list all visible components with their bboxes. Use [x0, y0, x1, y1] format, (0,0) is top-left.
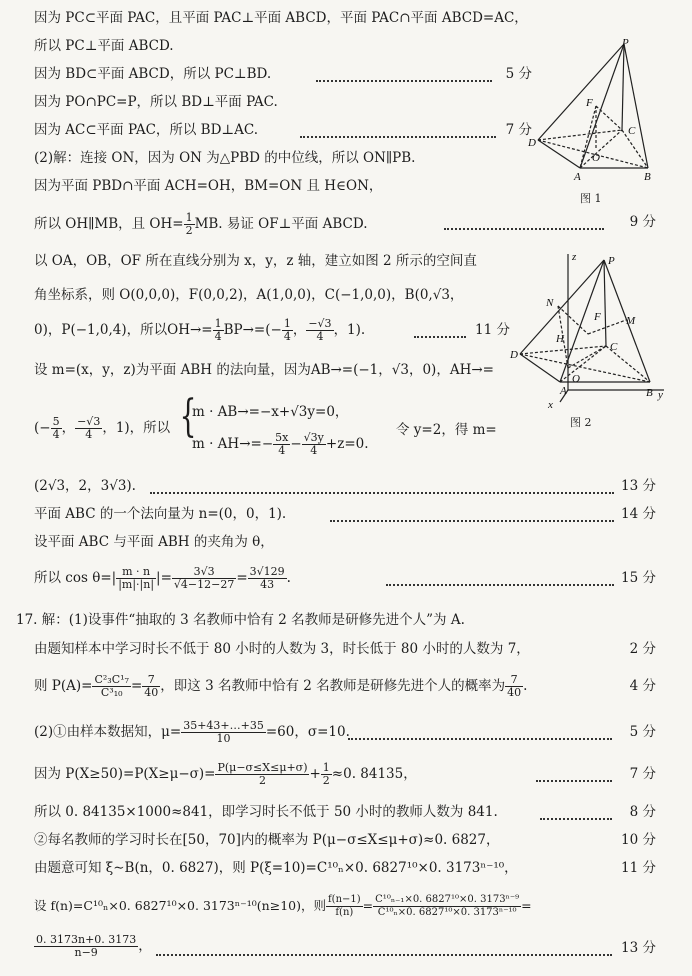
- text-line: 所以 cos θ=| $\frac{m \cdot n}{|m|\cdot|n|}$ |= $\frac{3√3}{√4-12-27}$ = $\frac{3√129}{43}$ .: [34, 565, 291, 591]
- score-label: 7 分: [629, 766, 656, 782]
- score-label: 13 分: [621, 940, 656, 956]
- text-line: 17. 解：(1)设事件“抽取的 3 名教师中恰有 2 名教师是研修先进个人”为 A.: [16, 612, 465, 628]
- text-line: 由题意可知 ξ∼B(n，0. 6827)，则 P(ξ=10)=C¹⁰ₙ×0. 6827¹⁰×0. 3173ⁿ⁻¹⁰，: [34, 860, 518, 876]
- leader-dots: [150, 492, 614, 494]
- text-line: 因为 BD⊂平面 ABCD，所以 PC⊥BD.: [34, 66, 272, 82]
- label-O: O: [572, 373, 580, 385]
- equation-row: m · AB→=−x+√3y=0，: [192, 404, 349, 420]
- text-line: 平面 ABC 的一个法向量为 n=(0，0，1).: [34, 506, 287, 522]
- text-line: 所以 PC⊥平面 ABCD.: [34, 38, 174, 54]
- text-line: 因为 PO∩PC=P，所以 BD⊥平面 PAC.: [34, 94, 278, 110]
- text-line: 设 f(n)=C¹⁰ₙ×0. 6827¹⁰×0. 3173ⁿ⁻¹⁰(n≥10)，则 $\frac{f(n-1)}{f(n)}$ = $\frac{\text{C¹⁰ₙ₋₁×0. 6827¹⁰×0. 3173ⁿ⁻⁹}}{\text{C¹⁰ₙ×0. 6827¹⁰×0. 3173ⁿ⁻¹⁰}}$ =: [34, 894, 532, 918]
- text-line: 以 OA，OB，OF 所在直线分别为 x，y，z 轴，建立如图 2 所示的空间直: [34, 253, 477, 269]
- text-line: (2)①由样本数据知，μ= $\frac{35+43+\dots+35}{10}$ =60，σ=10.: [34, 719, 350, 745]
- text-line: 所以 0. 84135×1000≈841，即学习时长不低于 50 小时的教师人数为 841.: [34, 804, 498, 820]
- label-y: y: [658, 389, 663, 401]
- text-line: 因为 PC⊂平面 PAC，且平面 PAC⊥平面 ABCD，平面 PAC∩平面 ABCD=AC，: [34, 10, 528, 26]
- text-line: 则 P(A)= $\frac{\text{C²₃C¹₇}}{\text{C³₁₀}}$ = $\frac{7}{40}$ ，即这 3 名教师中恰有 2 名教师是研修先进个人的概率为 $\frac{7}{40}$ .: [34, 673, 528, 699]
- score-label: 5 分: [629, 724, 656, 740]
- text-line: 因为 AC⊂平面 PAC，所以 BD⊥AC.: [34, 122, 259, 138]
- text-line: 角坐标系，则 O(0,0,0)，F(0,0,2)，A(1,0,0)，C(−1,0,0)，B(0,√3，: [34, 287, 464, 303]
- text-line: (2)解：连接 ON，因为 ON 为△PBD 的中位线，所以 ON∥PB.: [34, 150, 416, 166]
- leader-dots: [444, 228, 604, 230]
- label-C: C: [610, 341, 618, 353]
- figure-1-caption: 图 1: [580, 192, 602, 205]
- label-x: x: [548, 399, 553, 410]
- leader-dots: [414, 336, 466, 338]
- text-line: 0)，P(−1,0,4)，所以OH→= $\frac{1}{4}$ BP→=(− $\frac{1}{4}$ ， $\frac{-√3}{4}$ ，1).: [34, 317, 366, 343]
- label-F: F: [586, 97, 593, 109]
- label-M: M: [626, 315, 636, 327]
- label-P: P: [622, 37, 629, 49]
- text-line: 所以 OH∥MB，且 OH= $\frac{1}{2}$ MB. 易证 OF⊥平面 ABCD.: [34, 211, 368, 237]
- text-line: $\frac{0. 3173n+0. 3173}{n-9}$ ，: [36, 933, 152, 959]
- text-line: 因为平面 PBD∩平面 ACH=OH，BM=ON 且 H∈ON，: [34, 178, 383, 194]
- score-label: 15 分: [621, 570, 656, 586]
- score-label: 2 分: [629, 641, 656, 657]
- figure-2-coordinate-pyramid: [508, 250, 668, 410]
- label-D: D: [528, 137, 536, 149]
- label-P: P: [608, 255, 615, 267]
- score-label: 7 分: [505, 122, 532, 138]
- leader-dots: [156, 954, 612, 956]
- score-label: 8 分: [629, 804, 656, 820]
- label-A: A: [574, 171, 581, 183]
- leader-dots: [348, 738, 612, 740]
- label-D: D: [510, 349, 518, 361]
- text-line: (2√3，2，3√3).: [34, 478, 136, 494]
- figure-1-pyramid: [524, 36, 664, 206]
- leader-dots: [316, 80, 492, 82]
- label-O: O: [592, 152, 600, 164]
- leader-dots: [386, 584, 614, 586]
- leader-dots: [330, 520, 614, 522]
- label-B: B: [644, 171, 651, 183]
- label-F: F: [594, 311, 601, 323]
- leader-dots: [536, 780, 612, 782]
- label-N: N: [546, 297, 554, 309]
- label-A: A: [560, 385, 567, 397]
- label-C: C: [628, 125, 636, 137]
- score-label: 14 分: [621, 506, 656, 522]
- score-label: 9 分: [629, 214, 656, 230]
- leader-dots: [540, 818, 612, 820]
- figure-2-caption: 图 2: [570, 416, 592, 429]
- score-label: 11 分: [475, 322, 510, 338]
- text-line: (− $\frac{5}{4}$ ， $\frac{-√3}{4}$ ，1)，所以: [34, 415, 171, 441]
- text-line: ②每名教师的学习时长在[50，70]内的概率为 P(μ−σ≤X≤μ+σ)≈0. 6827，: [34, 832, 500, 848]
- equation-row: m · AH→=− $\frac{5x}{4}$ − $\frac{√3y}{4}$ +z=0.: [192, 431, 369, 457]
- score-label: 10 分: [621, 832, 656, 848]
- brace: {: [179, 391, 197, 442]
- text-line: 因为 P(X≥50)=P(X≥μ−σ)= $\frac{P(\mu-\sigma\le X\le\mu+\sigma)}{2}$ + $\frac{1}{2}$ ≈0. 84135，: [34, 761, 417, 787]
- score-label: 13 分: [621, 478, 656, 494]
- text-line: 由题知样本中学习时长不低于 80 小时的人数为 3，时长低于 80 小时的人数为 7，: [34, 641, 530, 657]
- text-line: 令 y=2，得 m=: [396, 422, 497, 438]
- score-label: 11 分: [621, 860, 656, 876]
- label-z: z: [572, 251, 577, 263]
- text-line: 设平面 ABC 与平面 ABH 的夹角为 θ，: [34, 534, 274, 550]
- score-label: 4 分: [629, 678, 656, 694]
- label-B: B: [646, 387, 653, 399]
- label-H: H: [556, 333, 564, 345]
- leader-dots: [300, 136, 496, 138]
- text-line: 设 m=(x，y，z)为平面 ABH 的法向量，因为AB→=(−1，√3，0)，AH→=: [34, 362, 494, 378]
- score-label: 5 分: [505, 66, 532, 82]
